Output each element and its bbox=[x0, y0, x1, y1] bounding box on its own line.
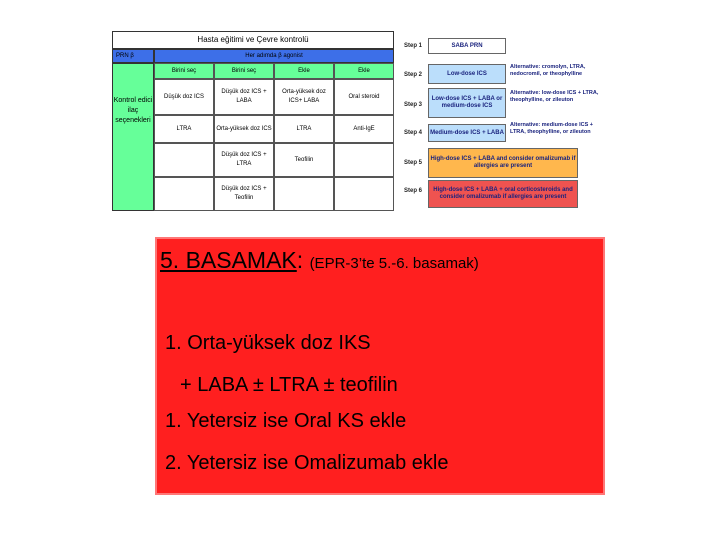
step-label: Step 4 bbox=[404, 130, 423, 136]
step4-box: Medium-dose ICS + LABA bbox=[428, 124, 506, 142]
step-label: Step 5 bbox=[404, 160, 423, 166]
step4-alternative: Alternative: medium-dose ICS + LTRA, theophylline, or zileuton bbox=[510, 122, 593, 135]
step5-box: High-dose ICS + LABA and consider omalizumab if allergies are present bbox=[428, 148, 578, 178]
table-cell: LTRA bbox=[154, 115, 214, 143]
list-item: 1. Yetersiz ise Oral KS ekle bbox=[165, 410, 407, 432]
step1-box: SABA PRN bbox=[428, 38, 506, 54]
step3-alternative: Alternative: low-dose ICS + LTRA, theophylline, or zileuton bbox=[510, 90, 599, 103]
step-label: Step 6 bbox=[404, 188, 423, 194]
table-cell bbox=[334, 177, 394, 211]
table-cell: Orta-yüksek doz ICS bbox=[214, 115, 274, 143]
col-header: Birini seç bbox=[154, 63, 214, 79]
heading-sub: (EPR-3’te 5.-6. basamak) bbox=[309, 255, 479, 272]
list-item: 2. Yetersiz ise Omalizumab ekle bbox=[165, 452, 449, 474]
table-cell: LTRA bbox=[274, 115, 334, 143]
list-item: 1. Orta-yüksek doz IKS bbox=[165, 332, 371, 354]
table-cell: Düşük doz ICS + Teofilin bbox=[214, 177, 274, 211]
col-header: Ekle bbox=[274, 63, 334, 79]
row-label-text: Kontrol edici ilaç seçenekleri bbox=[113, 97, 153, 124]
list-item: + LABA ± LTRA ± teofilin bbox=[180, 374, 398, 396]
col-header: Birini seç bbox=[214, 63, 274, 79]
step2-box: Low-dose ICS bbox=[428, 64, 506, 84]
row-label bbox=[112, 63, 154, 211]
table-cell bbox=[334, 143, 394, 177]
table-cell bbox=[154, 143, 214, 177]
step-label: Step 1 bbox=[404, 43, 423, 49]
table-cell: Anti-IgE bbox=[334, 115, 394, 143]
table-cell: Düşük doz ICS + LABA bbox=[214, 79, 274, 115]
table-cell bbox=[154, 177, 214, 211]
col-header: Ekle bbox=[334, 63, 394, 79]
agonist-header: Her adımda β agonist bbox=[154, 49, 394, 63]
heading-colon: : bbox=[296, 247, 304, 273]
table-cell: Orta-yüksek doz ICS+ LABA bbox=[274, 79, 334, 115]
step-label: Step 2 bbox=[404, 72, 423, 78]
slide-heading bbox=[160, 247, 479, 274]
step-label: Step 3 bbox=[404, 102, 423, 108]
table-cell: Teofilin bbox=[274, 143, 334, 177]
step2-alternative: Alternative: cromolyn, LTRA, nedocromil, or theophylline bbox=[510, 64, 586, 77]
step6-box: High-dose ICS + LABA + oral corticosteroids and consider omalizumab if allergies are present bbox=[428, 180, 578, 208]
table-cell: Düşük doz ICS + LTRA bbox=[214, 143, 274, 177]
step3-box: Low-dose ICS + LABA or medium-dose ICS bbox=[428, 88, 506, 118]
heading-main: 5. BASAMAK bbox=[160, 247, 297, 273]
table-cell: Oral steroid bbox=[334, 79, 394, 115]
table-cell: Düşük doz ICS bbox=[154, 79, 214, 115]
prn-header: PRN β bbox=[112, 49, 154, 63]
table-title: Hasta eğitimi ve Çevre kontrolü bbox=[112, 31, 394, 49]
table-cell bbox=[274, 177, 334, 211]
